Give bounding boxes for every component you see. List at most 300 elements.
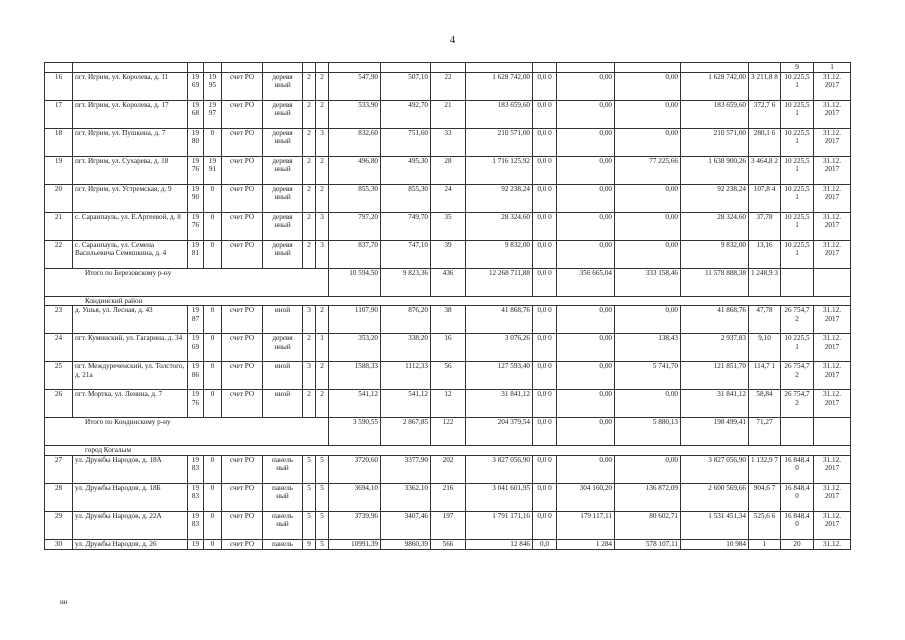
table-cell	[222, 63, 263, 73]
table-row	[45, 212, 851, 240]
table-cell: 0	[204, 362, 222, 390]
table-cell: 210 571,00	[681, 128, 749, 156]
table-cell: 47,78	[749, 306, 781, 334]
table-cell: 19 97	[204, 100, 222, 128]
table-cell: 28 324,60	[466, 212, 533, 240]
table-cell: 0,0 0	[533, 334, 557, 362]
table-cell: с. Саранпауль, ул. Семена Васильевича Семяшкина, д. 4	[73, 240, 188, 268]
table-cell: 0,0 0	[533, 390, 557, 418]
table-cell: 0,0 0	[533, 128, 557, 156]
table-cell	[749, 63, 781, 73]
housing-repair-table	[44, 62, 851, 550]
table-cell: счет РО	[222, 539, 263, 549]
table-cell	[466, 63, 533, 73]
table-cell: 12 846	[466, 539, 533, 549]
table-cell: 3362,10	[381, 483, 431, 511]
table-cell: 1 716 125,92	[466, 156, 533, 184]
table-cell: счет РО	[222, 390, 263, 418]
table-cell: 0,0 0	[533, 418, 557, 446]
table-cell: 3720,60	[329, 455, 381, 483]
table-cell	[781, 418, 814, 446]
table-row	[45, 128, 851, 156]
table-cell: 1	[316, 334, 329, 362]
table-cell: 0	[204, 128, 222, 156]
table-cell: 10 225,5 1	[781, 334, 814, 362]
table-cell: 3 827 056,90	[681, 455, 749, 483]
table-cell: 31.12. 2017	[814, 483, 851, 511]
table-cell: 2	[303, 390, 316, 418]
table-cell: 38	[431, 306, 466, 334]
table-cell: 136 872,09	[615, 483, 681, 511]
table-cell: 27	[45, 455, 73, 483]
table-cell: 10 225,5 1	[781, 100, 814, 128]
table-cell: 19 76	[188, 156, 204, 184]
table-cell: 41 868,76	[466, 306, 533, 334]
table-cell: 3	[303, 362, 316, 390]
table-cell: 338,20	[381, 334, 431, 362]
table-cell: 10 225,5 1	[781, 212, 814, 240]
table-cell: 2	[303, 240, 316, 268]
table-cell: 0,0 0	[533, 212, 557, 240]
table-cell: 216	[431, 483, 466, 511]
table-cell	[73, 63, 188, 73]
table-cell: ул. Дружбы Народов, д. 26	[73, 539, 188, 549]
table-row	[45, 390, 851, 418]
table-cell	[533, 63, 557, 73]
table-cell: 31.12. 2017	[814, 511, 851, 539]
table-cell: 127 593,40	[466, 362, 533, 390]
table-cell: деревя нный	[263, 334, 303, 362]
table-cell: 71,27	[749, 418, 781, 446]
table-cell: панель ный	[263, 511, 303, 539]
table-cell: 39	[431, 240, 466, 268]
table-cell: 2	[303, 128, 316, 156]
table-cell: 19 80	[188, 128, 204, 156]
table-cell: 2	[316, 306, 329, 334]
table-cell: 0,00	[615, 240, 681, 268]
table-cell: 31.12. 2017	[814, 334, 851, 362]
table-cell: деревя нный	[263, 128, 303, 156]
table-cell: панель ный	[263, 455, 303, 483]
table-cell: 138,43	[615, 334, 681, 362]
table-cell: пгт. Мортка, ул. Ленина, д. 7	[73, 390, 188, 418]
table-cell: 353,20	[329, 334, 381, 362]
table-cell	[814, 418, 851, 446]
table-cell: 5 880,13	[615, 418, 681, 446]
table-cell: 114,7 1	[749, 362, 781, 390]
table-cell: 904,6 7	[749, 483, 781, 511]
table-cell: 31.12. 2017	[814, 455, 851, 483]
table-cell: 0	[204, 240, 222, 268]
table-cell: 31.12. 2017	[814, 212, 851, 240]
table-cell: ул. Дружбы Народов, д. 22А	[73, 511, 188, 539]
table-cell: 495,30	[381, 156, 431, 184]
table-cell: 0,0 0	[533, 483, 557, 511]
table-cell: 496,80	[329, 156, 381, 184]
table-cell: 356 665,04	[557, 268, 615, 296]
table-cell: 10 984	[681, 539, 749, 549]
table-cell: 41 868,76	[681, 306, 749, 334]
table-row	[45, 156, 851, 184]
table-cell: 333 158,46	[615, 268, 681, 296]
table-cell: 10991,39	[329, 539, 381, 549]
table-cell: 2	[303, 100, 316, 128]
table-cell: 16 848,4 0	[781, 455, 814, 483]
table-cell: 26 754,7 2	[781, 306, 814, 334]
table-cell: 3 211,8 8	[749, 72, 781, 100]
table-cell: 31.12. 2017	[814, 100, 851, 128]
table-cell: деревя нный	[263, 100, 303, 128]
table-cell: счет РО	[222, 212, 263, 240]
table-cell: счет РО	[222, 184, 263, 212]
table-cell: 3407,46	[381, 511, 431, 539]
table-cell: ул. Дружбы Народов, д. 18Б	[73, 483, 188, 511]
table-cell: 28	[431, 156, 466, 184]
table-cell: 19 81	[188, 240, 204, 268]
table-cell: 9 832,00	[681, 240, 749, 268]
table-cell: 0,00	[557, 390, 615, 418]
table-cell: 18	[45, 128, 73, 156]
table-cell: 197	[431, 511, 466, 539]
table-cell: 749,70	[381, 212, 431, 240]
table-cell	[263, 63, 303, 73]
table-cell: 19 83	[188, 455, 204, 483]
table-cell: 3694,10	[329, 483, 381, 511]
table-cell: иной	[263, 362, 303, 390]
table-cell: 92 238,24	[681, 184, 749, 212]
table-cell: иной	[263, 306, 303, 334]
table-cell: 202	[431, 455, 466, 483]
table-cell: 31.12. 2017	[814, 128, 851, 156]
table-cell: 31.12.	[814, 539, 851, 549]
table-cell: 92 238,24	[466, 184, 533, 212]
total-label: Итого по Кондинскому р-ну	[45, 418, 329, 446]
table-row	[45, 240, 851, 268]
table-cell	[188, 63, 204, 73]
table-cell: 26 754,7 2	[781, 390, 814, 418]
table-cell: 19 91	[204, 156, 222, 184]
table-cell: 2	[303, 212, 316, 240]
table-cell: 5	[316, 539, 329, 549]
table-cell: иной	[263, 390, 303, 418]
table-cell: 797,20	[329, 212, 381, 240]
table-cell: 31 841,12	[681, 390, 749, 418]
table-cell: 10 225,5 1	[781, 72, 814, 100]
table-cell: 122	[431, 418, 466, 446]
table-cell: пгт. Куминский, ул. Гагарина, д. 34	[73, 334, 188, 362]
table-cell: 5	[316, 511, 329, 539]
table-cell: 855,30	[329, 184, 381, 212]
table-cell: счет РО	[222, 156, 263, 184]
section-title: город Когалым	[45, 446, 851, 456]
table-cell: 2	[303, 72, 316, 100]
table-cell: 80 602,71	[615, 511, 681, 539]
table-cell: 0	[204, 334, 222, 362]
table-cell: 747,10	[381, 240, 431, 268]
table-cell: 13,16	[749, 240, 781, 268]
table-cell: 10 594,50	[329, 268, 381, 296]
table-cell: деревя нный	[263, 156, 303, 184]
table-cell: 0,0 0	[533, 362, 557, 390]
table-cell: 1 132,9 7	[749, 455, 781, 483]
table-cell: 436	[431, 268, 466, 296]
table-cell: 0,00	[615, 455, 681, 483]
table-cell: 2	[316, 362, 329, 390]
table-cell: 1 628 742,00	[466, 72, 533, 100]
table-cell: с. Саранпауль, ул. Е.Артеевой, д. 8	[73, 212, 188, 240]
table-cell	[316, 63, 329, 73]
table-row	[45, 306, 851, 334]
table-cell: 507,10	[381, 72, 431, 100]
table-cell: 21	[431, 100, 466, 128]
table-cell: 0	[204, 390, 222, 418]
table-cell: 0,00	[615, 306, 681, 334]
table-cell: 19 83	[188, 511, 204, 539]
table-cell: 30	[45, 539, 73, 549]
table-cell: 12	[431, 390, 466, 418]
table-cell: 3 464,8 2	[749, 156, 781, 184]
table-cell: 28 324,60	[681, 212, 749, 240]
table-cell: 31.12. 2017	[814, 306, 851, 334]
table-cell: 26	[45, 390, 73, 418]
table-cell: 0,00	[557, 156, 615, 184]
table-row-continuation	[45, 63, 851, 73]
table-row	[45, 362, 851, 390]
table-cell: 0,0 0	[533, 455, 557, 483]
table-cell: 0,0 0	[533, 240, 557, 268]
table-cell: 179 117,11	[557, 511, 615, 539]
table-cell: счет РО	[222, 455, 263, 483]
table-cell: 204 379,54	[466, 418, 533, 446]
table-cell: 9860,39	[381, 539, 431, 549]
table-cell: 25	[45, 362, 73, 390]
table-cell: 0,00	[557, 240, 615, 268]
table-cell: пгт. Игрим, ул. Королева, д. 17	[73, 100, 188, 128]
table-cell: 22	[45, 240, 73, 268]
table-cell: 0,0 0	[533, 306, 557, 334]
table-cell: 2	[316, 390, 329, 418]
table-cell: 56	[431, 362, 466, 390]
table-cell: 10 225,5 1	[781, 156, 814, 184]
table-cell: 3 076,26	[466, 334, 533, 362]
total-label: Итого по Березовскому р-ну	[45, 268, 329, 296]
table-cell: 876,20	[381, 306, 431, 334]
table-row	[45, 483, 851, 511]
table-cell: 19 83	[188, 483, 204, 511]
table-cell: 0	[204, 483, 222, 511]
table-cell: панель ный	[263, 483, 303, 511]
total-row	[45, 268, 851, 296]
table-cell: 1 531 451,34	[681, 511, 749, 539]
table-cell: ул. Дружбы Народов, д. 18А	[73, 455, 188, 483]
section-row	[45, 446, 851, 456]
table-cell: 12 268 711,88	[466, 268, 533, 296]
table-cell: 31.12. 2017	[814, 184, 851, 212]
table-cell: 3	[316, 240, 329, 268]
footnote: нн	[60, 598, 68, 606]
table-cell: 837,70	[329, 240, 381, 268]
table-cell: 0,00	[557, 362, 615, 390]
table-cell	[381, 63, 431, 73]
table-cell: 19	[188, 539, 204, 549]
table-cell: 19 76	[188, 212, 204, 240]
table-cell: 2	[316, 184, 329, 212]
table-cell	[329, 63, 381, 73]
table-cell: 0,00	[615, 72, 681, 100]
table-cell: 20	[45, 184, 73, 212]
table-cell: пгт. Игрим, ул. Королева, д. 11	[73, 72, 188, 100]
table-cell: 1588,33	[329, 362, 381, 390]
table-row	[45, 334, 851, 362]
table-cell: 1 248,9 3	[749, 268, 781, 296]
table-cell: 19 95	[204, 72, 222, 100]
table-cell: 0	[204, 212, 222, 240]
table-cell: 2	[303, 156, 316, 184]
table-cell: 19 90	[188, 184, 204, 212]
table-cell: 0,00	[615, 390, 681, 418]
table-row	[45, 72, 851, 100]
table-cell: 2	[316, 72, 329, 100]
table-cell	[557, 63, 615, 73]
table-cell: деревя нный	[263, 240, 303, 268]
table-cell: счет РО	[222, 240, 263, 268]
table-cell: 2	[316, 100, 329, 128]
table-cell: 31.12. 2017	[814, 362, 851, 390]
table-cell: 21	[45, 212, 73, 240]
table-cell: 0	[204, 306, 222, 334]
table-cell: счет РО	[222, 72, 263, 100]
table-cell: 0,00	[615, 100, 681, 128]
table-cell: 9	[781, 63, 814, 73]
table-cell: 0	[204, 539, 222, 549]
table-cell: 183 659,60	[681, 100, 749, 128]
table-cell: 0	[204, 455, 222, 483]
table-cell	[781, 268, 814, 296]
table-cell: 0,00	[557, 72, 615, 100]
table-cell: 0,00	[557, 212, 615, 240]
table-cell: 31.12. 2017	[814, 240, 851, 268]
table-cell	[814, 268, 851, 296]
table-cell: 31.12. 2017	[814, 156, 851, 184]
total-row	[45, 418, 851, 446]
table-cell: 9,10	[749, 334, 781, 362]
table-cell: деревя нный	[263, 212, 303, 240]
table-cell: 0,0 0	[533, 72, 557, 100]
table-cell: 183 659,60	[466, 100, 533, 128]
table-cell: 5	[303, 455, 316, 483]
table-cell	[303, 63, 316, 73]
table-cell	[204, 63, 222, 73]
table-cell: 22	[431, 72, 466, 100]
table-cell: 2 600 569,66	[681, 483, 749, 511]
table-cell: 19 87	[188, 306, 204, 334]
table-cell: 3739,96	[329, 511, 381, 539]
table-cell: 533,90	[329, 100, 381, 128]
table-cell: 547,90	[329, 72, 381, 100]
table-cell: 19	[45, 156, 73, 184]
table-cell: 31.12. 2017	[814, 390, 851, 418]
table-cell: панель	[263, 539, 303, 549]
table-cell: 31.12. 2017	[814, 72, 851, 100]
table-cell: 16 848,4 0	[781, 483, 814, 511]
page-number: 4	[449, 34, 456, 46]
table-cell: счет РО	[222, 362, 263, 390]
table-cell: 372,7 6	[749, 100, 781, 128]
table-cell: 751,60	[381, 128, 431, 156]
table-cell: 9 823,36	[381, 268, 431, 296]
table-cell: 19 68	[188, 100, 204, 128]
table-cell: 0,00	[557, 100, 615, 128]
table-cell: 37,78	[749, 212, 781, 240]
table-cell: 10 225,5 1	[781, 184, 814, 212]
table-cell: 29	[45, 511, 73, 539]
table-cell: 0,00	[557, 128, 615, 156]
table-row	[45, 539, 851, 549]
table-cell: 0,00	[557, 184, 615, 212]
table-cell: 5	[303, 511, 316, 539]
table-cell: 19 76	[188, 390, 204, 418]
table-cell: 210 571,00	[466, 128, 533, 156]
table-cell	[681, 63, 749, 73]
table-row	[45, 184, 851, 212]
table-cell: 492,70	[381, 100, 431, 128]
table-cell: 0	[204, 184, 222, 212]
table-cell: 3	[303, 306, 316, 334]
table-cell: 2 867,85	[381, 418, 431, 446]
table-cell: 20	[781, 539, 814, 549]
table-cell: 2 937,83	[681, 334, 749, 362]
table-row	[45, 455, 851, 483]
table-cell: 832,60	[329, 128, 381, 156]
table-cell: 0,0	[533, 539, 557, 549]
table-cell: 10 225,5 1	[781, 240, 814, 268]
table-cell: 11 578 888,38	[681, 268, 749, 296]
table-cell: 5	[316, 455, 329, 483]
table-cell: 17	[45, 100, 73, 128]
table-cell: 0,0 0	[533, 184, 557, 212]
table-cell: 19 86	[188, 362, 204, 390]
table-cell: 566	[431, 539, 466, 549]
table-cell: 0	[204, 511, 222, 539]
table-cell: 2	[303, 334, 316, 362]
table-cell: 3	[316, 212, 329, 240]
table-cell: 1 284	[557, 539, 615, 549]
table-cell: 0,00	[557, 306, 615, 334]
table-cell: 77 225,66	[615, 156, 681, 184]
table-cell: 1 791 171,16	[466, 511, 533, 539]
table-cell: 2	[316, 156, 329, 184]
table-cell: 58,84	[749, 390, 781, 418]
table-cell: 24	[45, 334, 73, 362]
table-cell: пгт. Междуреченский, ул. Толстого, д. 21а	[73, 362, 188, 390]
table-cell: 1112,33	[381, 362, 431, 390]
table-cell: 0,0 0	[533, 156, 557, 184]
table-cell: 5 741,70	[615, 362, 681, 390]
table-cell: 19 69	[188, 72, 204, 100]
table-cell: счет РО	[222, 334, 263, 362]
table-cell: 16	[431, 334, 466, 362]
table-row	[45, 511, 851, 539]
table-cell: 3 590,55	[329, 418, 381, 446]
table-cell: пгт. Игрим, ул. Устремская, д. 9	[73, 184, 188, 212]
table-cell: 16	[45, 72, 73, 100]
table-cell: 0,00	[557, 418, 615, 446]
table-cell: 0,00	[557, 334, 615, 362]
table-cell	[45, 63, 73, 73]
table-cell: 1	[749, 539, 781, 549]
table-cell: 0,0 0	[533, 268, 557, 296]
table-cell: 525,6 6	[749, 511, 781, 539]
